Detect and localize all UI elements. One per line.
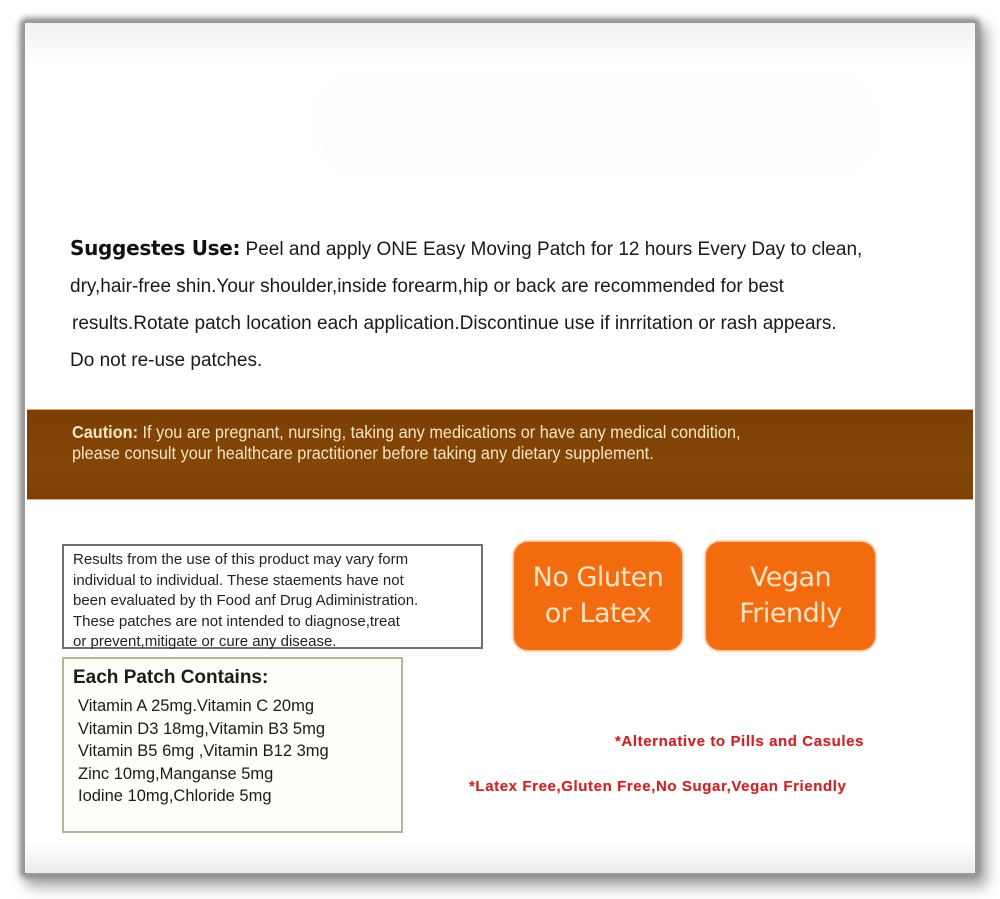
- ingredient-line: Vitamin B5 6mg ,Vitamin B12 3mg: [78, 742, 329, 760]
- caution-text: [72, 422, 890, 464]
- suggested-use-title: Suggestes Use:: [70, 236, 241, 260]
- alternative-to-pills-note: *Alternative to Pills and Casules: [615, 733, 865, 750]
- product-label-card: [25, 23, 975, 873]
- caution-text-1: If you are pregnant, nursing, taking any medications or have any medical condition,: [142, 422, 741, 442]
- fda-disclaimer-box: [62, 544, 483, 649]
- caution-label: Caution:: [72, 422, 139, 442]
- suggested-use-text: Peel and apply ONE Easy Moving Patch for 12 hours Every Day to clean,: [245, 239, 863, 260]
- badge-line: Vegan: [749, 562, 832, 593]
- top-shade: [25, 23, 975, 63]
- ingredient-line: Iodine 10mg,Chloride 5mg: [78, 787, 272, 805]
- suggested-use-section: [70, 230, 950, 379]
- disclaimer-line: been evaluated by th Food anf Drug Adiministration.: [73, 592, 419, 609]
- disclaimer-line: Results from the use of this product may vary form: [73, 551, 409, 568]
- badge-line: Friendly: [739, 598, 842, 629]
- no-gluten-latex-badge: [514, 542, 682, 650]
- faded-header-area: [315, 78, 875, 173]
- suggested-use-line-4: Do not re-use patches.: [70, 350, 263, 371]
- badge-line: No Gluten: [532, 562, 664, 593]
- ingredients-title: Each Patch Contains:: [73, 667, 269, 688]
- caution-line-2: please consult your healthcare practitioner before taking any dietary supplement.: [72, 443, 654, 463]
- disclaimer-line: These patches are not intended to diagnose,treat: [73, 612, 400, 630]
- ingredients-box: [62, 657, 403, 833]
- caution-line-1: [72, 422, 890, 443]
- ingredient-line: Vitamin A 25mg.Vitamin C 20mg: [78, 697, 315, 715]
- suggested-use-line-1: [70, 230, 950, 268]
- bottom-shade: [25, 843, 975, 873]
- free-from-note: *Latex Free,Gluten Free,No Sugar,Vegan Friendly: [469, 778, 847, 795]
- disclaimer-line: or prevent,mitigate or cure any disease.: [73, 633, 337, 650]
- caution-banner: [27, 409, 973, 500]
- ingredient-line: Vitamin D3 18mg,Vitamin B3 5mg: [78, 719, 326, 738]
- suggested-use-line-3: results.Rotate patch location each application.Discontinue use if inrritation or rash appears.: [72, 313, 837, 334]
- ingredient-line: Zinc 10mg,Manganse 5mg: [78, 764, 274, 783]
- disclaimer-line: individual to individual. These staements have not: [73, 571, 404, 589]
- suggested-use-line-2: dry,hair-free shin.Your shoulder,inside forearm,hip or back are recommended for best: [70, 276, 784, 297]
- badge-line: or Latex: [544, 598, 652, 629]
- vegan-friendly-badge: [706, 542, 875, 650]
